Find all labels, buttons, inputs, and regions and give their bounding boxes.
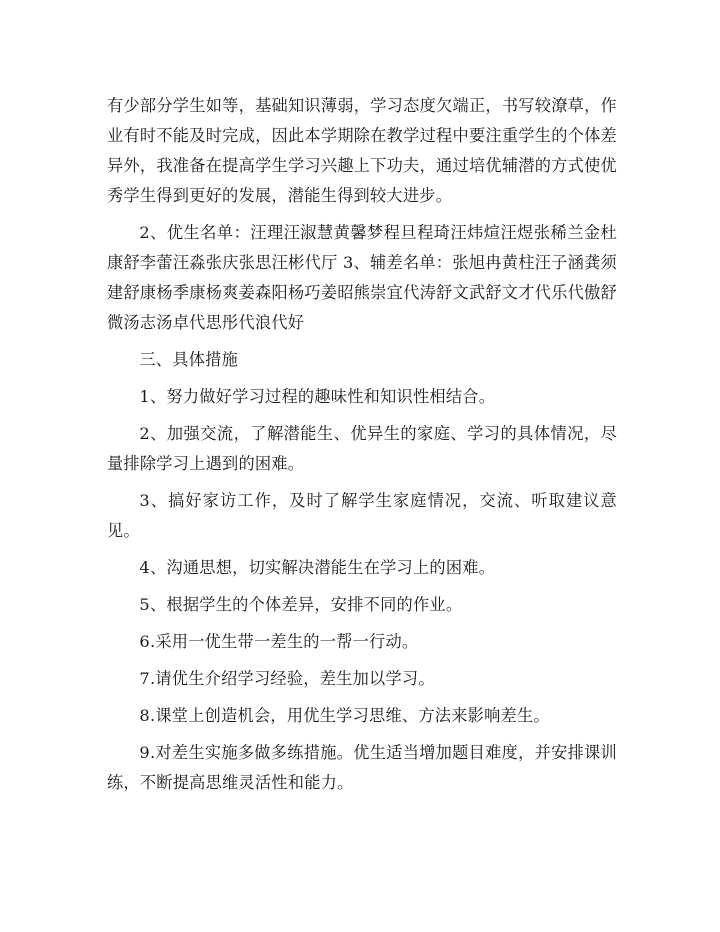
- paragraph-measure-3: 3、搞好家访工作，及时了解学生家庭情况，交流、听取建议意见。: [107, 491, 617, 540]
- paragraph-student-lists: 2、优生名单：汪理汪淑慧黄馨梦程旦程琦汪炜煊汪煜张稀兰金杜康舒李蕾汪淼张庆张思汪彬代厅 3、辅差名单：张旭冉黄柱汪子涵龚须建舒康杨季康杨爽姜森阳杨巧姜昭熊崇宜代涛舒文武舒文才代乐代傲舒微汤志汤卓代思彤代浪代好: [107, 223, 617, 332]
- paragraph-intro-continuation: 有少部分学生如等，基础知识薄弱，学习态度欠端正，书写较潦草，作业有时不能及时完成，因此本学期除在教学过程中要注重学生的个体差异外，我准备在提高学生学习兴趣上下功夫，通过培优辅潜的方式使优秀学生得到更好的发展，潜能生得到较大进步。: [107, 96, 617, 205]
- paragraph-measure-5: 5、根据学生的个体差异，安排不同的作业。: [139, 595, 463, 614]
- paragraph-measure-1: 1、努力做好学习过程的趣味性和知识性相结合。: [139, 387, 496, 406]
- paragraph-measure-7: 7.请优生介绍学习经验，差生加以学习。: [139, 669, 435, 688]
- paragraph-measure-4: 4、沟通思想，切实解决潜能生在学习上的困难。: [139, 558, 496, 577]
- paragraph-measure-6: 6.采用一优生带一差生的一帮一行动。: [139, 632, 419, 651]
- paragraph-measure-8: 8.课堂上创造机会，用优生学习思维、方法来影响差生。: [139, 706, 550, 725]
- paragraph-measure-2: 2、加强交流，了解潜能生、优异生的家庭、学习的具体情况，尽量排除学习上遇到的困难。: [107, 424, 617, 473]
- paragraph-measure-9: 9.对差生实施多做多练措施。优生适当增加题目难度，并安排课训练，不断提高思维灵活性和能力。: [107, 743, 617, 792]
- document-body: [107, 91, 617, 805]
- section-heading: 三、具体措施: [139, 350, 239, 369]
